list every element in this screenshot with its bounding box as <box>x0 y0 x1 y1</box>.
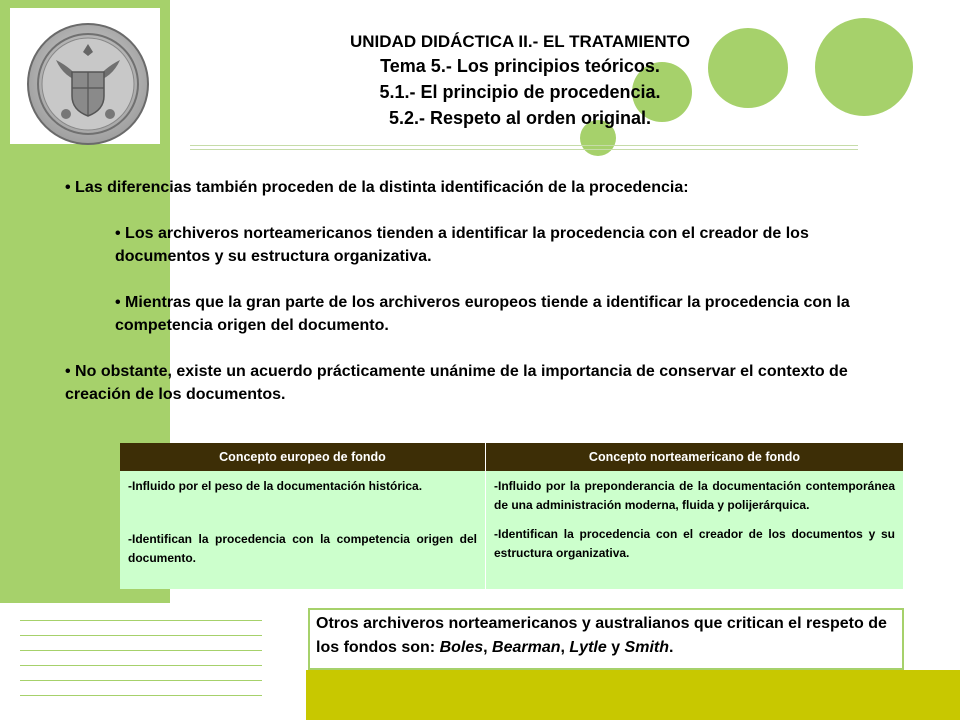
header-north-american: Concepto norteamericano de fondo <box>486 443 904 471</box>
footer-accent-bar <box>306 670 960 720</box>
page-title <box>280 30 760 131</box>
title-line-section-1: 5.1.- El principio de procedencia. <box>379 82 661 102</box>
title-line-section-2: 5.2.- Respeto al orden original. <box>388 108 652 128</box>
critic-smith: Smith <box>624 639 669 656</box>
seal-background <box>10 8 160 144</box>
decor-lines <box>20 620 262 710</box>
european-point-2: -Identifican la procedencia con la competencia origen del documento. <box>128 532 477 565</box>
critic-bearman: Bearman <box>492 639 561 656</box>
title-line-topic: Tema 5.- Los principios teóricos. <box>380 56 660 76</box>
critic-lytle: Lytle <box>569 639 607 656</box>
title-line-unit: UNIDAD DIDÁCTICA II.- EL TRATAMIENTO <box>350 32 690 51</box>
header-european: Concepto europeo de fondo <box>120 443 486 471</box>
critic-boles: Boles <box>439 639 484 656</box>
decor-circle-large <box>815 18 913 116</box>
american-point-2: -Identifican la procedencia con el creador de los documentos y su estructura organizativa. <box>494 527 895 560</box>
bullet-consensus: • No obstante, existe un acuerdo prácticamente unánime de la importancia de conservar el contexto de creación de los documentos. <box>65 363 848 403</box>
critics-callout: Otros archiveros norteamericanos y australianos que critican el respeto de los fondos son: Boles, Bearman, Lytle y Smith. <box>308 608 904 670</box>
cell-european <box>120 471 486 589</box>
bullet-differences: • Las diferencias también proceden de la distinta identificación de la procedencia: <box>65 179 689 196</box>
european-point-1: -Influido por el peso de la documentación histórica. <box>128 479 423 493</box>
bullet-european: • Mientras que la gran parte de los archiveros europeos tiende a identificar la procedencia con la competencia origen del documento. <box>115 294 850 334</box>
title-divider-top <box>190 145 858 146</box>
title-divider-bottom <box>190 149 858 150</box>
cell-north-american <box>486 471 904 589</box>
bullet-north-american: • Los archiveros norteamericanos tienden a identificar la procedencia con el creador de los documentos y su estructura organizativa. <box>115 225 809 265</box>
comparison-table <box>120 443 903 589</box>
callout-text: Otros archiveros norteamericanos y australianos que critican el respeto de los fondos son: <box>316 615 887 656</box>
american-point-1: -Influido por la preponderancia de la documentación contemporánea de una administración moderna, fluida y polijerárquica. <box>494 479 895 512</box>
coat-of-arms-seal-icon <box>26 22 150 146</box>
slide-body <box>65 176 875 406</box>
